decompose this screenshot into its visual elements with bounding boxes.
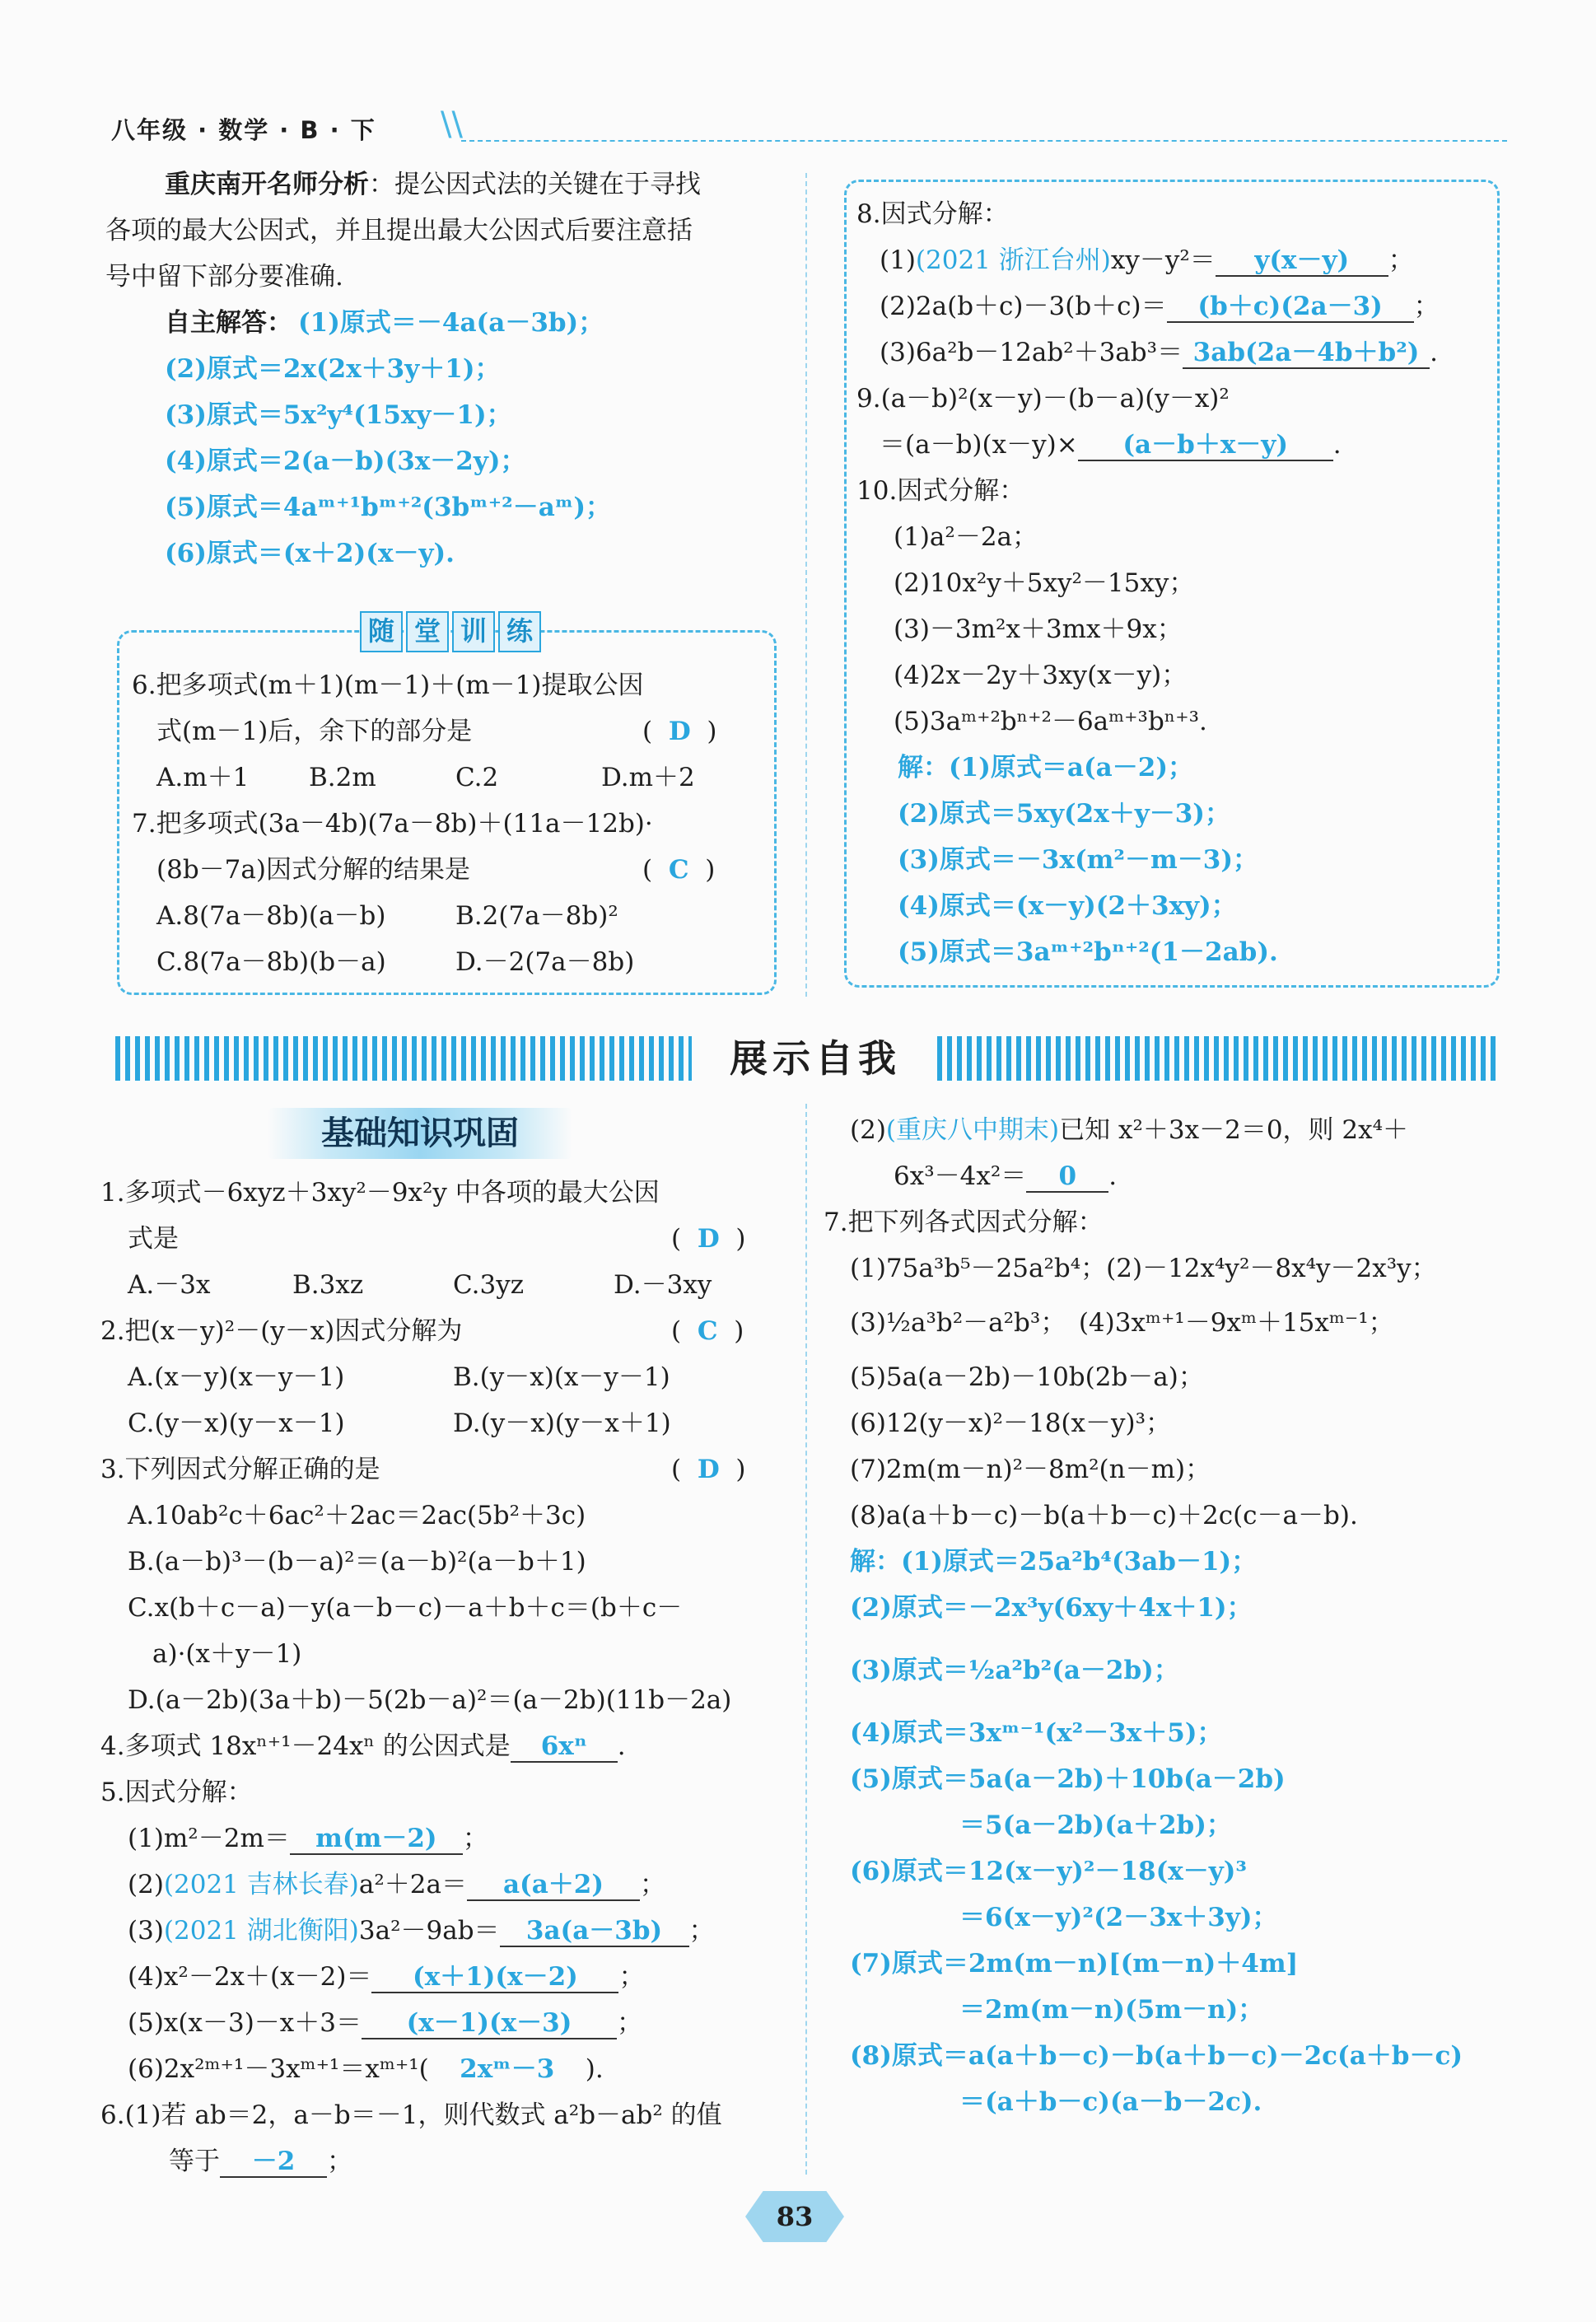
lb-q5-4: (4)x²－2x＋(x－2)＝ (x＋1)(x－2) ； [128, 1962, 645, 1992]
practice-q7-opt: A.8(7a－8b)(a－b) [156, 901, 386, 931]
lb-q5-3-expr: 3a²－9ab＝ [358, 1916, 500, 1946]
lb-q1-answer: ( D ) [671, 1224, 746, 1254]
rb-q7-solution: (6)原式＝12(x－y)²－18(x－y)³ [850, 1857, 1247, 1886]
lb-q2-opt: D.(y－x)(y－x＋1) [453, 1409, 671, 1438]
lb-q2-answer: ( C ) [671, 1316, 744, 1346]
q8-1-answer: y(x－y) [1216, 245, 1388, 277]
q8-2-answer: (b＋c)(2a－3) [1167, 292, 1414, 323]
top-column-divider [805, 173, 807, 997]
lb-q5-1-answer: m(m－2) [290, 1824, 463, 1855]
lb-q5-1-expr: (1)m²－2m＝ [128, 1824, 290, 1853]
lb-q1-opt: D.－3xy [614, 1270, 712, 1300]
rb-q7-solution: (5)原式＝5a(a－2b)＋10b(a－2b) [850, 1764, 1286, 1794]
q10-solution: (2)原式＝5xy(2x＋y－3)； [898, 799, 1230, 829]
q9-expr: ＝(a－b)(x－y)× [880, 430, 1078, 460]
q10-title: 10.因式分解： [856, 476, 1025, 506]
lb-q2: 2.把(x－y)²－(y－x)因式分解为 [100, 1316, 463, 1346]
analysis-text-1: ：提公因式法的关键在于寻找 [369, 170, 701, 199]
q10-item: (1)a²－2a； [894, 522, 1038, 552]
lb-q5-2-pre: (2) [128, 1870, 164, 1899]
practice-q6-opt: C.2 [455, 763, 499, 792]
rb-q7-solution: (7)原式＝2m(m－n)[(m－n)＋4m] [850, 1949, 1299, 1979]
lb-q5-5-answer: (x－1)(x－3) [362, 2008, 617, 2039]
rb-q6-2-line2: 6x³－4x²＝ 0 . [894, 1161, 1118, 1191]
q8-1-source: (2021 浙江台州) [915, 245, 1111, 275]
lb-q1-answer-value: D [697, 1224, 720, 1254]
practice-q7-line2: (8b－7a)因式分解的结果是 [156, 855, 470, 885]
lb-q5-6 [128, 2053, 604, 2086]
q10-solution: (3)原式＝－3x(m²－m－3)； [898, 845, 1259, 875]
analysis-line-1 [165, 168, 701, 201]
lb-q5-5-expr: (5)x(x－3)－x＋3＝ [128, 2008, 362, 2038]
rb-q7-solution-cont: ＝(a＋b－c)(a－b－2c). [959, 2087, 1262, 2117]
rb-q7-item: (5)5a(a－2b)－10b(2b－a)； [850, 1362, 1204, 1392]
lb-q5-2: (2)(2021 吉林长春)a²＋2a＝ a(a＋2) ； [128, 1870, 665, 1899]
lb-q5-6-expr: (6)2x²ᵐ⁺¹－3xᵐ⁺¹＝xᵐ⁺¹( [128, 2054, 429, 2084]
lb-q1-line1: 1.多项式－6xyz＋3xy²－9x²y 中各项的最大公因 [100, 1178, 660, 1208]
practice-q6-line1: 6.把多项式(m＋1)(m－1)＋(m－1)提取公因 [132, 670, 644, 700]
lb-q2-opt: C.(y－x)(y－x－1) [128, 1409, 345, 1438]
rb-q7-item: (6)12(y－x)²－18(x－y)³； [850, 1409, 1172, 1438]
rb-q7-item: (7)2m(m－n)²－8m²(n－m)； [850, 1455, 1211, 1484]
practice-q6-opt: A.m＋1 [156, 763, 250, 792]
lb-q5-3-answer: 3a(a－3b) [500, 1916, 689, 1947]
badge-char: 堂 [406, 611, 449, 652]
badge-char: 训 [452, 611, 495, 652]
lb-q5-3-pre: (3) [128, 1916, 164, 1946]
q10-item: (5)3aᵐ⁺²bⁿ⁺²－6aᵐ⁺³bⁿ⁺³. [894, 707, 1207, 736]
lb-q3-opt: C.x(b＋c－a)－y(a－b－c)－a＋b＋c＝(b＋c－ [128, 1593, 683, 1623]
q9-line1: 9.(a－b)²(x－y)－(b－a)(y－x)² [856, 384, 1230, 413]
practice-q7-answer-value: C [668, 855, 689, 885]
practice-q6-line2: 式(m－1)后，余下的部分是 [156, 717, 473, 746]
lb-q1-opt: B.3xz [292, 1270, 364, 1300]
lb-q4-text: 4.多项式 18xⁿ⁺¹－24xⁿ 的公因式是 [100, 1731, 511, 1761]
q9-line2: ＝(a－b)(x－y)× (a－b＋x－y) . [880, 430, 1342, 460]
rb-q7-solution: (4)原式＝3xᵐ⁻¹(x²－3x＋5)； [850, 1718, 1223, 1748]
rb-q7-title: 7.把下列各式因式分解： [824, 1208, 1104, 1237]
rb-q6-2-expr: 6x³－4x²＝ [894, 1161, 1027, 1191]
rb-q7-solution-cont: ＝6(x－y)²(2－3x＋3y)； [959, 1903, 1278, 1932]
lb-q2-opt: B.(y－x)(x－y－1) [453, 1362, 670, 1392]
lb-q4: 4.多项式 18xⁿ⁺¹－24xⁿ 的公因式是 6xⁿ . [100, 1731, 626, 1761]
rb-q6-2-line1 [850, 1114, 1408, 1147]
lb-q3-opt: B.(a－b)³－(b－a)²＝(a－b)²(a－b＋1) [128, 1547, 586, 1577]
lb-q5-3-source: (2021 湖北衡阳) [163, 1916, 359, 1946]
rb-q7-solution-cont: ＝5(a－2b)(a＋2b)； [959, 1810, 1232, 1840]
q10-item: (2)10x²y＋5xy²－15xy； [894, 568, 1195, 598]
rb-q7-solution-cont: ＝2m(m－n)(5m－n)； [959, 1995, 1264, 2025]
badge-char: 随 [360, 611, 403, 652]
answer-line: (5)原式＝4aᵐ⁺¹bᵐ⁺²(3bᵐ⁺²－aᵐ)； [165, 493, 612, 522]
rb-q7-solution: (8)原式＝a(a＋b－c)－b(a＋b－c)－2c(a＋b－c) [850, 2041, 1463, 2071]
lb-q5-1: (1)m²－2m＝ m(m－2) ； [128, 1824, 488, 1853]
rb-q6-2-source: (重庆八中期末) [885, 1115, 1060, 1145]
header-title: 八年级 · 数学 · B · 下 [111, 116, 376, 144]
banner-stripes-right [937, 1036, 1499, 1081]
answer-line: (6)原式＝(x＋2)(x－y). [165, 539, 455, 568]
page-number [745, 2191, 844, 2242]
q9-answer: (a－b＋x－y) [1078, 430, 1333, 461]
lb-q5-6-end: ). [585, 2054, 604, 2084]
lb-q6-line2: 等于 －2 ； [169, 2147, 352, 2176]
practice-q6-answer: ( D ) [642, 717, 717, 746]
answer-lead: 自主解答： [165, 308, 292, 338]
answer-line: (4)原式＝2(a－b)(3x－2y)； [165, 446, 526, 476]
q8-title: 8.因式分解： [856, 199, 1009, 229]
rb-q6-2-answer: 0 [1026, 1161, 1108, 1193]
rb-q7-item: (8)a(a＋b－c)－b(a＋b－c)＋2c(c－a－b). [850, 1501, 1358, 1530]
rb-q6-2-pre: (2) [850, 1115, 886, 1145]
lb-q5-2-source: (2021 吉林长春) [163, 1870, 359, 1899]
bottom-column-divider [805, 1104, 807, 2175]
practice-q7-opt: B.2(7a－8b)² [455, 901, 618, 931]
lb-q6-text: 等于 [169, 2147, 220, 2176]
answer-line: (1)原式＝－4a(a－3b)； [298, 308, 604, 338]
rb-q7-item: (1)75a³b⁵－25a²b⁴；(2)－12x⁴y²－8x⁴y－2x³y； [850, 1254, 1437, 1283]
rb-q7-solution: (3)原式＝½a²b²(a－2b)； [850, 1656, 1179, 1685]
lb-q3-opt: D.(a－2b)(3a＋b)－5(2b－a)²＝(a－2b)(11b－2a) [128, 1685, 732, 1715]
section-banner [115, 1030, 1499, 1087]
lb-q2-opt: A.(x－y)(x－y－1) [128, 1362, 345, 1392]
lb-q6-answer: －2 [220, 2147, 327, 2178]
q10-item: (3)－3m²x＋3mx＋9x； [894, 614, 1183, 644]
practice-q6-opt: B.2m [309, 763, 376, 792]
q8-1-pre: (1) [880, 245, 916, 275]
q8-1-expr: xy－y²＝ [1110, 245, 1216, 275]
lb-q5-5: (5)x(x－3)－x＋3＝ (x－1)(x－3) ； [128, 2008, 642, 2038]
lb-q5-2-answer: a(a＋2) [467, 1870, 640, 1901]
lb-q1-opt: A.－3x [128, 1270, 211, 1300]
banner-title: 展示自我 [730, 1036, 901, 1081]
q8-3-answer: 3ab(2a－4b＋b²) [1183, 338, 1430, 369]
analysis-line-3: 号中留下部分要准确. [105, 262, 343, 292]
practice-q6-opt: D.m＋2 [601, 763, 695, 792]
analysis-lead: 重庆南开名师分析 [165, 170, 369, 199]
lb-q6-line1: 6.(1)若 ab＝2，a－b＝－1，则代数式 a²b－ab² 的值 [100, 2100, 722, 2130]
header-slash: \\ [441, 105, 463, 143]
lb-q5-6-answer: 2xᵐ－3 [460, 2054, 555, 2084]
lb-q5-2-expr: a²＋2a＝ [358, 1870, 467, 1899]
q8-2-expr: (2)2a(b＋c)－3(b＋c)＝ [880, 292, 1167, 321]
lb-q5-4-answer: (x＋1)(x－2) [371, 1962, 618, 1993]
lb-q3-opt-cont: a)·(x＋y－1) [152, 1639, 302, 1669]
q10-solution: (4)原式＝(x－y)(2＋3xy)； [898, 891, 1237, 921]
lb-q3-opt: A.10ab²c＋6ac²＋2ac＝2ac(5b²＋3c) [128, 1501, 586, 1530]
rb-q6-2-text: 已知 x²＋3x－2＝0，则 2x⁴＋ [1059, 1115, 1409, 1145]
lb-q3-answer: ( D ) [671, 1455, 746, 1484]
q10-solution: 解：(1)原式＝a(a－2)； [898, 753, 1193, 783]
practice-q7-opt: D.－2(7a－8b) [455, 947, 635, 977]
header-rule [461, 140, 1507, 142]
lb-q2-answer-value: C [697, 1316, 718, 1346]
analysis-line-2: 各项的最大公因式，并且提出最大公因式后要注意括 [105, 216, 693, 245]
lb-q5-title: 5.因式分解： [100, 1778, 253, 1807]
practice-q7-answer: ( C ) [642, 855, 716, 885]
answer-line: (2)原式＝2x(2x＋3y＋1)； [165, 354, 501, 384]
lb-q3-answer-value: D [697, 1455, 720, 1484]
section-subtitle: 基础知识巩固 [268, 1108, 572, 1159]
badge-char: 练 [498, 611, 541, 652]
q8-2: (2)2a(b＋c)－3(b＋c)＝ (b＋c)(2a－3) ； [880, 292, 1440, 321]
lb-q1-opt: C.3yz [453, 1270, 525, 1300]
answer-line: (3)原式＝5x²y⁴(15xy－1)； [165, 400, 512, 430]
practice-q7-opt: C.8(7a－8b)(b－a) [156, 947, 386, 977]
q8-3-expr: (3)6a²b－12ab²＋3ab³＝ [880, 338, 1183, 367]
q8-1: (1)(2021 浙江台州)xy－y²＝ y(x－y) ； [880, 245, 1414, 275]
rb-q7-solution: (2)原式＝－2x³y(6xy＋4x＋1)； [850, 1593, 1253, 1623]
lb-q5-4-expr: (4)x²－2x＋(x－2)＝ [128, 1962, 372, 1992]
q8-3: (3)6a²b－12ab²＋3ab³＝ 3ab(2a－4b＋b²) . [880, 338, 1438, 367]
banner-stripes-left [115, 1036, 692, 1081]
lb-q5-3: (3)(2021 湖北衡阳)3a²－9ab＝ 3a(a－3b) ； [128, 1916, 715, 1946]
practice-q7-line1: 7.把多项式(3a－4b)(7a－8b)＋(11a－12b)· [132, 809, 653, 839]
q10-item: (4)2x－2y＋3xy(x－y)； [894, 661, 1188, 690]
rb-q7-item: (3)½a³b²－a²b³； (4)3xᵐ⁺¹－9xᵐ＋15xᵐ⁻¹； [850, 1308, 1394, 1338]
rb-q7-solution: 解：(1)原式＝25a²b⁴(3ab－1)； [850, 1547, 1258, 1577]
practice-q6-answer-value: D [668, 717, 691, 746]
q10-solution: (5)原式＝3aᵐ⁺²bⁿ⁺²(1－2ab). [898, 937, 1278, 967]
lb-q4-answer: 6xⁿ [511, 1731, 618, 1763]
page-number-text: 83 [776, 2201, 814, 2232]
practice-badge [360, 611, 544, 652]
lb-q1-line2: 式是 [128, 1224, 179, 1254]
lb-q3: 3.下列因式分解正确的是 [100, 1455, 380, 1484]
